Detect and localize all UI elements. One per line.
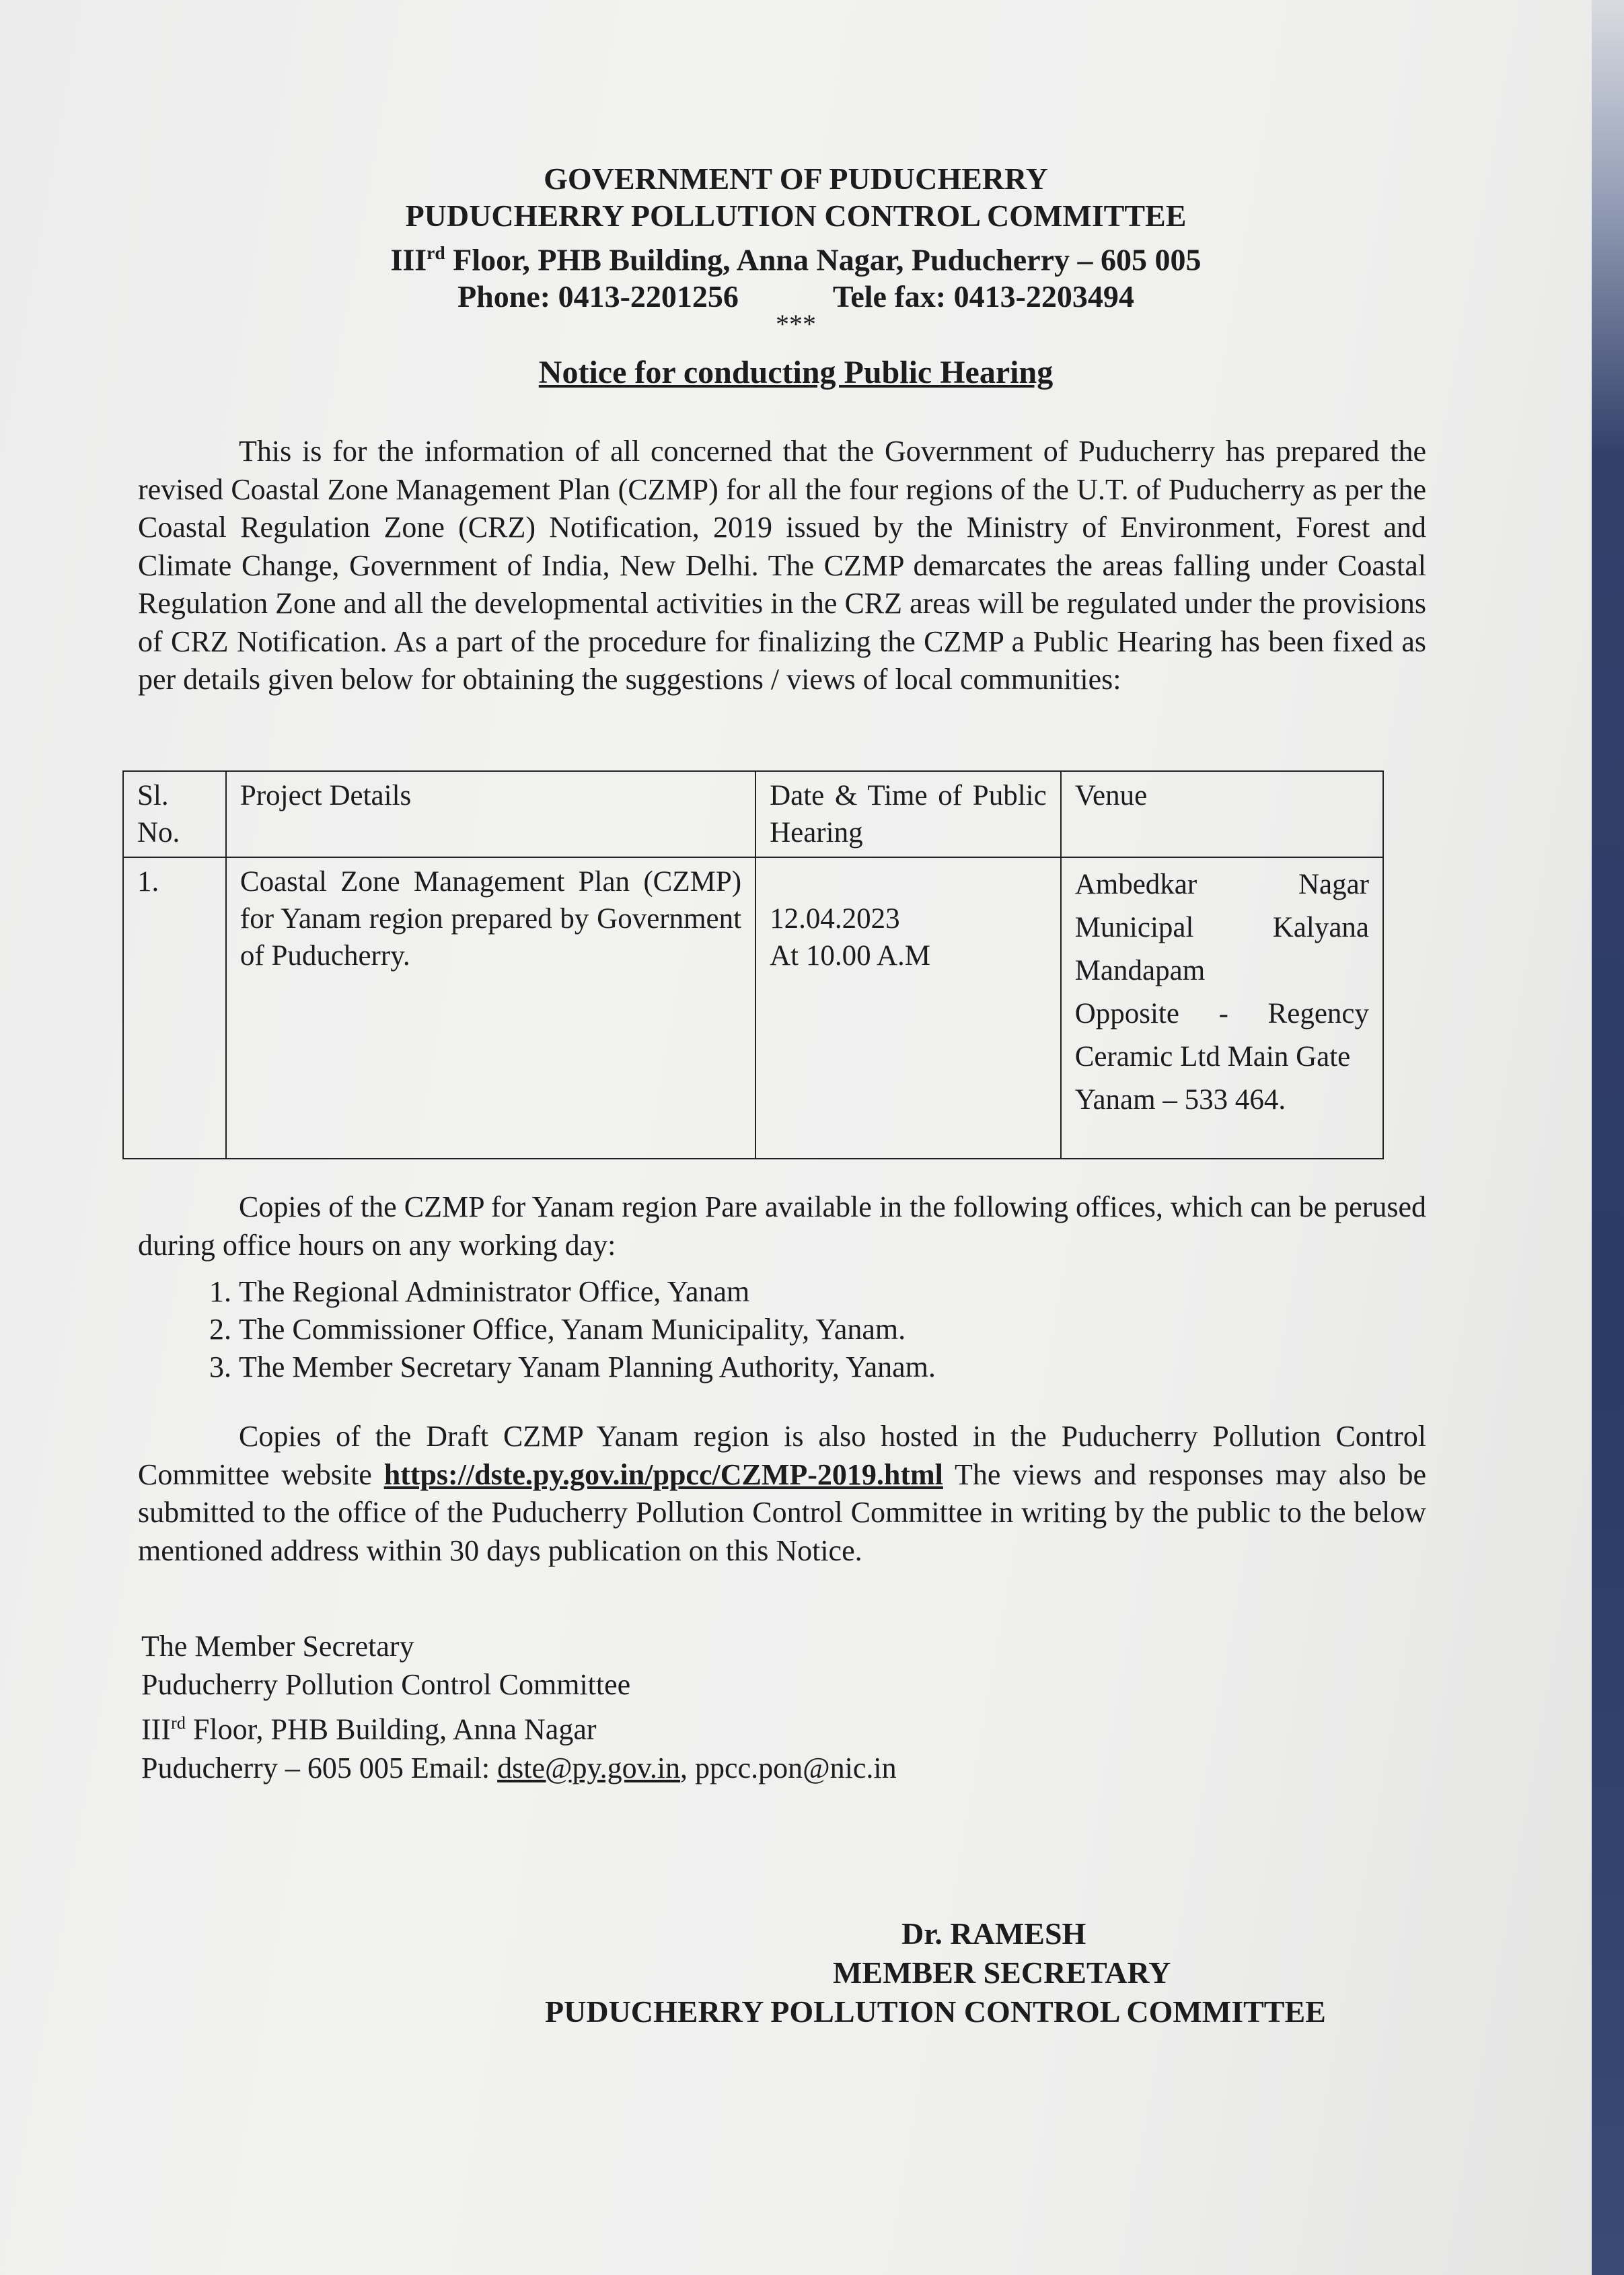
address-floor-sup: rd: [427, 242, 445, 263]
email-link-dste[interactable]: dste@py.gov.in: [497, 1751, 681, 1784]
header-venue: Venue: [1061, 771, 1383, 857]
address-floor: III: [390, 242, 427, 277]
notice-title: Notice for conducting Public Hearing: [538, 355, 1054, 390]
signatory-designation: MEMBER SECRETARY: [833, 1955, 1171, 1990]
list-item: 3. The Member Secretary Yanam Planning Authority, Yanam.: [239, 1348, 936, 1386]
list-item: 2. The Commissioner Office, Yanam Municipality, Yanam.: [239, 1311, 936, 1348]
hearing-time: At 10.00 A.M: [770, 940, 930, 972]
venue-line: Mandapam: [1074, 955, 1206, 986]
header-sl-no: Sl. No.: [123, 771, 226, 857]
intro-paragraph: [138, 433, 1426, 699]
row-venue: [1061, 857, 1383, 1159]
email-ppcc: ppcc.pon@nic.in: [695, 1751, 897, 1784]
email-prefix: Puducherry – 605 005 Email:: [141, 1751, 498, 1784]
address-rest: Floor, PHB Building, Anna Nagar, Puducherry – 605 005: [445, 242, 1202, 277]
offices-list: [182, 1273, 936, 1386]
signature-block: [0, 1914, 1592, 2031]
row-sl-no: 1.: [123, 857, 226, 1159]
draft-text-before: Copies of the Draft CZMP Yanam region is also hosted in the Puducherry Pollution Control Committee website: [138, 1420, 1426, 1491]
address-line: The Member Secretary: [141, 1630, 414, 1663]
intro-text: This is for the information of all concerned that the Government of Puducherry has prepared the revised Coastal Zone Management Plan (CZMP) for all the four regions of the U.T. of Puducherry as per the Coastal Regulation Zone (CRZ) Notification, 2019 issued by the Ministry of Environment, Forest and Climate Change, Government of India, New Delhi. The CZMP demarcates the areas falling under Coastal Regulation Zone and all the developmental activities in the CRZ areas will be regulated under the provisions of CRZ Notification. As a part of the procedure for finalizing the CZMP a Public Hearing has been fixed as per details given below for obtaining the suggestions / views of local communities:: [138, 435, 1426, 696]
signatory-name: Dr. RAMESH: [901, 1916, 1086, 1951]
row-date-time: [755, 857, 1061, 1159]
letterhead-address: [0, 234, 1592, 278]
header-project-details: Project Details: [226, 771, 755, 857]
fax-number: Tele fax: 0413-2203494: [832, 279, 1134, 314]
address-line: [141, 1749, 897, 1787]
address-floor: III: [141, 1712, 171, 1746]
address-line: Puducherry Pollution Control Committee: [141, 1668, 631, 1701]
list-item: 1. The Regional Administrator Office, Yanam: [239, 1273, 936, 1311]
header-date-time: Date & Time of Public Hearing: [755, 771, 1061, 857]
address-block: [141, 1627, 897, 1787]
email-separator: ,: [680, 1751, 696, 1784]
hearing-date: 12.04.2023: [770, 903, 900, 935]
draft-text-after: The views and responses may also be submitted to the office of the Puducherry Pollution Control Committee in writing by the public to the below mentioned address within 30 days publication on this Notice.: [138, 1457, 1426, 1567]
copies-text: Copies of the CZMP for Yanam region Pare available in the following offices, which can be perused during office hours on any working day:: [138, 1190, 1426, 1262]
draft-paragraph: [138, 1418, 1426, 1570]
venue-line: Ambedkar Nagar: [1074, 869, 1369, 900]
phone-number: Phone: 0413-2201256: [457, 279, 739, 314]
czmp-website-link[interactable]: https://dste.py.gov.in/ppcc/CZMP-2019.html: [383, 1457, 943, 1491]
address-rest: Floor, PHB Building, Anna Nagar: [185, 1712, 597, 1746]
address-floor-sup: rd: [170, 1712, 186, 1733]
letterhead-government: GOVERNMENT OF PUDUCHERRY: [544, 161, 1048, 196]
separator-stars: ***: [776, 309, 816, 339]
table-header-row: [123, 771, 1383, 857]
venue-line: Yanam – 533 464.: [1074, 1084, 1286, 1116]
venue-line: Opposite - Regency: [1074, 998, 1369, 1030]
letterhead-committee: PUDUCHERRY POLLUTION CONTROL COMMITTEE: [405, 198, 1187, 233]
hearing-table: [122, 770, 1384, 1159]
address-line: [141, 1704, 897, 1749]
copies-paragraph: [138, 1188, 1426, 1264]
table-row: [123, 857, 1383, 1159]
venue-line: Municipal Kalyana: [1074, 912, 1369, 943]
signatory-organization: PUDUCHERRY POLLUTION CONTROL COMMITTEE: [545, 1994, 1326, 2029]
letterhead: [0, 160, 1592, 315]
venue-line: Ceramic Ltd Main Gate: [1074, 1041, 1351, 1073]
row-project-details: Coastal Zone Management Plan (CZMP) for Yanam region prepared by Government of Puducherry.: [226, 857, 755, 1159]
background-edge: [1592, 0, 1624, 2275]
